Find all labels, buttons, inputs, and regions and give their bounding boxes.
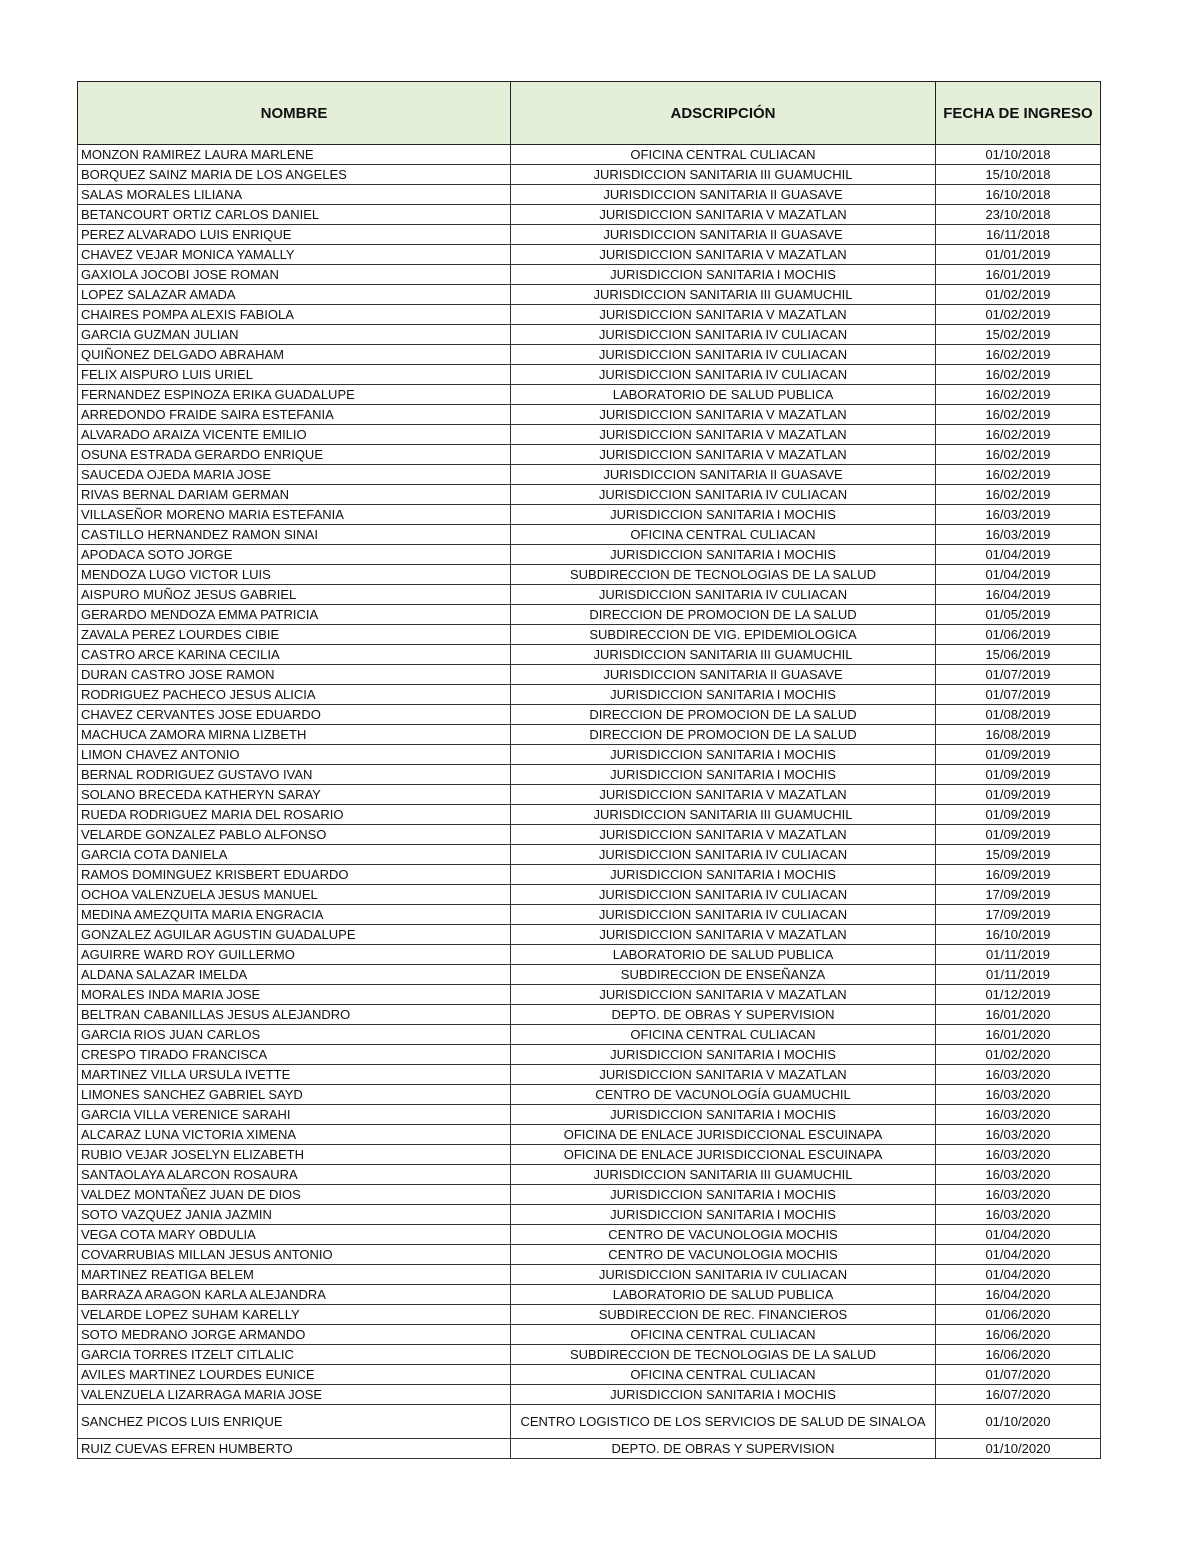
- cell-fecha-ingreso: 01/02/2019: [936, 285, 1101, 305]
- cell-nombre: CHAIRES POMPA ALEXIS FABIOLA: [78, 305, 511, 325]
- table-row: [78, 1245, 1101, 1265]
- table-row: [78, 1165, 1101, 1185]
- cell-fecha-ingreso: 16/02/2019: [936, 385, 1101, 405]
- cell-nombre: RIVAS BERNAL DARIAM GERMAN: [78, 485, 511, 505]
- table-row: [78, 1145, 1101, 1165]
- cell-nombre: GAXIOLA JOCOBI JOSE ROMAN: [78, 265, 511, 285]
- cell-fecha-ingreso: 01/02/2019: [936, 305, 1101, 325]
- cell-nombre: GARCIA VILLA VERENICE SARAHI: [78, 1105, 511, 1125]
- personnel-sheet: [77, 81, 1100, 1459]
- cell-fecha-ingreso: 01/09/2019: [936, 825, 1101, 845]
- cell-fecha-ingreso: 16/01/2020: [936, 1025, 1101, 1045]
- cell-adscripcion: SUBDIRECCION DE VIG. EPIDEMIOLOGICA: [511, 625, 936, 645]
- cell-fecha-ingreso: 01/05/2019: [936, 605, 1101, 625]
- table-row: [78, 945, 1101, 965]
- cell-fecha-ingreso: 01/09/2019: [936, 785, 1101, 805]
- table-row: [78, 205, 1101, 225]
- header-row: [78, 82, 1101, 145]
- table-row: [78, 325, 1101, 345]
- table-row: [78, 725, 1101, 745]
- cell-nombre: MEDINA AMEZQUITA MARIA ENGRACIA: [78, 905, 511, 925]
- cell-nombre: RAMOS DOMINGUEZ KRISBERT EDUARDO: [78, 865, 511, 885]
- cell-nombre: CASTRO ARCE KARINA CECILIA: [78, 645, 511, 665]
- cell-adscripcion: JURISDICCION SANITARIA IV CULIACAN: [511, 585, 936, 605]
- cell-adscripcion: JURISDICCION SANITARIA V MAZATLAN: [511, 785, 936, 805]
- cell-nombre: ALVARADO ARAIZA VICENTE EMILIO: [78, 425, 511, 445]
- header-adscripcion: ADSCRIPCIÓN: [511, 82, 936, 145]
- cell-adscripcion: SUBDIRECCION DE TECNOLOGIAS DE LA SALUD: [511, 1345, 936, 1365]
- cell-nombre: VILLASEÑOR MORENO MARIA ESTEFANIA: [78, 505, 511, 525]
- table-row: [78, 1025, 1101, 1045]
- table-row: [78, 1405, 1101, 1439]
- cell-nombre: BETANCOURT ORTIZ CARLOS DANIEL: [78, 205, 511, 225]
- table-row: [78, 1085, 1101, 1105]
- cell-nombre: SAUCEDA OJEDA MARIA JOSE: [78, 465, 511, 485]
- cell-adscripcion: JURISDICCION SANITARIA V MAZATLAN: [511, 405, 936, 425]
- table-row: [78, 765, 1101, 785]
- cell-fecha-ingreso: 16/07/2020: [936, 1385, 1101, 1405]
- cell-adscripcion: JURISDICCION SANITARIA IV CULIACAN: [511, 1265, 936, 1285]
- cell-nombre: OSUNA ESTRADA GERARDO ENRIQUE: [78, 445, 511, 465]
- table-row: [78, 145, 1101, 165]
- cell-nombre: SOTO VAZQUEZ JANIA JAZMIN: [78, 1205, 511, 1225]
- cell-fecha-ingreso: 16/03/2020: [936, 1065, 1101, 1085]
- cell-adscripcion: JURISDICCION SANITARIA V MAZATLAN: [511, 985, 936, 1005]
- cell-fecha-ingreso: 01/10/2018: [936, 145, 1101, 165]
- table-row: [78, 545, 1101, 565]
- table-row: [78, 645, 1101, 665]
- cell-fecha-ingreso: 16/10/2018: [936, 185, 1101, 205]
- cell-adscripcion: SUBDIRECCION DE TECNOLOGIAS DE LA SALUD: [511, 565, 936, 585]
- cell-fecha-ingreso: 01/12/2019: [936, 985, 1101, 1005]
- cell-fecha-ingreso: 16/08/2019: [936, 725, 1101, 745]
- table-row: [78, 1285, 1101, 1305]
- cell-adscripcion: OFICINA CENTRAL CULIACAN: [511, 145, 936, 165]
- cell-nombre: VELARDE GONZALEZ PABLO ALFONSO: [78, 825, 511, 845]
- cell-adscripcion: JURISDICCION SANITARIA I MOCHIS: [511, 865, 936, 885]
- cell-fecha-ingreso: 01/04/2019: [936, 545, 1101, 565]
- cell-adscripcion: JURISDICCION SANITARIA I MOCHIS: [511, 1185, 936, 1205]
- cell-nombre: FELIX AISPURO LUIS URIEL: [78, 365, 511, 385]
- cell-nombre: RUBIO VEJAR JOSELYN ELIZABETH: [78, 1145, 511, 1165]
- cell-nombre: RODRIGUEZ PACHECO JESUS ALICIA: [78, 685, 511, 705]
- cell-fecha-ingreso: 16/04/2020: [936, 1285, 1101, 1305]
- table-row: [78, 1325, 1101, 1345]
- cell-adscripcion: JURISDICCION SANITARIA III GUAMUCHIL: [511, 645, 936, 665]
- cell-nombre: VALENZUELA LIZARRAGA MARIA JOSE: [78, 1385, 511, 1405]
- cell-fecha-ingreso: 16/02/2019: [936, 485, 1101, 505]
- cell-nombre: VELARDE LOPEZ SUHAM KARELLY: [78, 1305, 511, 1325]
- table-row: [78, 1185, 1101, 1205]
- table-row: [78, 1225, 1101, 1245]
- table-row: [78, 785, 1101, 805]
- cell-fecha-ingreso: 16/10/2019: [936, 925, 1101, 945]
- cell-adscripcion: JURISDICCION SANITARIA V MAZATLAN: [511, 245, 936, 265]
- cell-adscripcion: JURISDICCION SANITARIA V MAZATLAN: [511, 925, 936, 945]
- table-row: [78, 1265, 1101, 1285]
- cell-nombre: LIMON CHAVEZ ANTONIO: [78, 745, 511, 765]
- table-row: [78, 165, 1101, 185]
- cell-fecha-ingreso: 15/06/2019: [936, 645, 1101, 665]
- cell-fecha-ingreso: 17/09/2019: [936, 885, 1101, 905]
- cell-fecha-ingreso: 16/02/2019: [936, 425, 1101, 445]
- cell-nombre: MORALES INDA MARIA JOSE: [78, 985, 511, 1005]
- cell-fecha-ingreso: 16/02/2019: [936, 445, 1101, 465]
- cell-fecha-ingreso: 16/02/2019: [936, 465, 1101, 485]
- cell-adscripcion: JURISDICCION SANITARIA II GUASAVE: [511, 465, 936, 485]
- cell-fecha-ingreso: 16/04/2019: [936, 585, 1101, 605]
- table-row: [78, 705, 1101, 725]
- cell-nombre: GARCIA GUZMAN JULIAN: [78, 325, 511, 345]
- cell-adscripcion: JURISDICCION SANITARIA II GUASAVE: [511, 665, 936, 685]
- cell-adscripcion: JURISDICCION SANITARIA I MOCHIS: [511, 265, 936, 285]
- cell-nombre: CHAVEZ VEJAR MONICA YAMALLY: [78, 245, 511, 265]
- cell-fecha-ingreso: 15/10/2018: [936, 165, 1101, 185]
- table-row: [78, 385, 1101, 405]
- cell-nombre: LOPEZ SALAZAR AMADA: [78, 285, 511, 305]
- cell-nombre: RUIZ CUEVAS EFREN HUMBERTO: [78, 1439, 511, 1459]
- table-row: [78, 805, 1101, 825]
- cell-fecha-ingreso: 16/01/2019: [936, 265, 1101, 285]
- table-row: [78, 1105, 1101, 1125]
- cell-adscripcion: DEPTO. DE OBRAS Y SUPERVISION: [511, 1005, 936, 1025]
- table-row: [78, 905, 1101, 925]
- cell-adscripcion: JURISDICCION SANITARIA V MAZATLAN: [511, 425, 936, 445]
- cell-adscripcion: JURISDICCION SANITARIA I MOCHIS: [511, 1385, 936, 1405]
- cell-adscripcion: LABORATORIO DE SALUD PUBLICA: [511, 945, 936, 965]
- cell-fecha-ingreso: 16/03/2020: [936, 1185, 1101, 1205]
- cell-nombre: ZAVALA PEREZ LOURDES CIBIE: [78, 625, 511, 645]
- cell-adscripcion: JURISDICCION SANITARIA II GUASAVE: [511, 185, 936, 205]
- table-row: [78, 625, 1101, 645]
- cell-adscripcion: OFICINA CENTRAL CULIACAN: [511, 525, 936, 545]
- cell-fecha-ingreso: 16/03/2019: [936, 525, 1101, 545]
- cell-nombre: FERNANDEZ ESPINOZA ERIKA GUADALUPE: [78, 385, 511, 405]
- cell-adscripcion: CENTRO DE VACUNOLOGIA MOCHIS: [511, 1225, 936, 1245]
- cell-nombre: ALCARAZ LUNA VICTORIA XIMENA: [78, 1125, 511, 1145]
- table-row: [78, 1305, 1101, 1325]
- cell-fecha-ingreso: 01/10/2020: [936, 1405, 1101, 1439]
- cell-fecha-ingreso: 16/03/2020: [936, 1145, 1101, 1165]
- cell-fecha-ingreso: 01/11/2019: [936, 945, 1101, 965]
- table-row: [78, 425, 1101, 445]
- table-row: [78, 565, 1101, 585]
- table-row: [78, 465, 1101, 485]
- cell-nombre: AISPURO MUÑOZ JESUS GABRIEL: [78, 585, 511, 605]
- cell-fecha-ingreso: 01/07/2020: [936, 1365, 1101, 1385]
- cell-fecha-ingreso: 01/07/2019: [936, 685, 1101, 705]
- cell-nombre: GARCIA TORRES ITZELT CITLALIC: [78, 1345, 511, 1365]
- cell-adscripcion: JURISDICCION SANITARIA IV CULIACAN: [511, 345, 936, 365]
- table-row: [78, 1385, 1101, 1405]
- cell-adscripcion: JURISDICCION SANITARIA IV CULIACAN: [511, 365, 936, 385]
- cell-adscripcion: JURISDICCION SANITARIA I MOCHIS: [511, 745, 936, 765]
- cell-fecha-ingreso: 01/04/2020: [936, 1245, 1101, 1265]
- cell-adscripcion: OFICINA DE ENLACE JURISDICCIONAL ESCUINAPA: [511, 1145, 936, 1165]
- table-row: [78, 185, 1101, 205]
- cell-nombre: SALAS MORALES LILIANA: [78, 185, 511, 205]
- cell-fecha-ingreso: 16/03/2020: [936, 1105, 1101, 1125]
- cell-fecha-ingreso: 01/11/2019: [936, 965, 1101, 985]
- table-row: [78, 745, 1101, 765]
- cell-adscripcion: JURISDICCION SANITARIA IV CULIACAN: [511, 845, 936, 865]
- cell-adscripcion: JURISDICCION SANITARIA IV CULIACAN: [511, 485, 936, 505]
- header-fecha-ingreso: FECHA DE INGRESO: [936, 82, 1101, 145]
- table-row: [78, 1205, 1101, 1225]
- cell-nombre: VEGA COTA MARY OBDULIA: [78, 1225, 511, 1245]
- cell-adscripcion: DIRECCION DE PROMOCION DE LA SALUD: [511, 725, 936, 745]
- cell-adscripcion: JURISDICCION SANITARIA V MAZATLAN: [511, 305, 936, 325]
- cell-fecha-ingreso: 23/10/2018: [936, 205, 1101, 225]
- cell-fecha-ingreso: 17/09/2019: [936, 905, 1101, 925]
- cell-nombre: BORQUEZ SAINZ MARIA DE LOS ANGELES: [78, 165, 511, 185]
- cell-nombre: OCHOA VALENZUELA JESUS MANUEL: [78, 885, 511, 905]
- cell-fecha-ingreso: 01/02/2020: [936, 1045, 1101, 1065]
- cell-adscripcion: JURISDICCION SANITARIA III GUAMUCHIL: [511, 1165, 936, 1185]
- table-row: [78, 685, 1101, 705]
- table-row: [78, 865, 1101, 885]
- cell-fecha-ingreso: 01/10/2020: [936, 1439, 1101, 1459]
- table-row: [78, 525, 1101, 545]
- table-row: [78, 225, 1101, 245]
- cell-nombre: AGUIRRE WARD ROY GUILLERMO: [78, 945, 511, 965]
- table-row: [78, 845, 1101, 865]
- cell-adscripcion: JURISDICCION SANITARIA III GUAMUCHIL: [511, 805, 936, 825]
- cell-nombre: GARCIA COTA DANIELA: [78, 845, 511, 865]
- cell-nombre: MACHUCA ZAMORA MIRNA LIZBETH: [78, 725, 511, 745]
- table-row: [78, 1045, 1101, 1065]
- cell-nombre: MONZON RAMIREZ LAURA MARLENE: [78, 145, 511, 165]
- cell-adscripcion: JURISDICCION SANITARIA I MOCHIS: [511, 505, 936, 525]
- table-row: [78, 245, 1101, 265]
- cell-adscripcion: JURISDICCION SANITARIA IV CULIACAN: [511, 905, 936, 925]
- cell-adscripcion: DIRECCION DE PROMOCION DE LA SALUD: [511, 705, 936, 725]
- cell-adscripcion: CENTRO DE VACUNOLOGÍA GUAMUCHIL: [511, 1085, 936, 1105]
- cell-nombre: SOLANO BRECEDA KATHERYN SARAY: [78, 785, 511, 805]
- cell-adscripcion: SUBDIRECCION DE ENSEÑANZA: [511, 965, 936, 985]
- table-row: [78, 365, 1101, 385]
- cell-adscripcion: JURISDICCION SANITARIA V MAZATLAN: [511, 1065, 936, 1085]
- cell-nombre: VALDEZ MONTAÑEZ JUAN DE DIOS: [78, 1185, 511, 1205]
- cell-fecha-ingreso: 01/09/2019: [936, 765, 1101, 785]
- cell-adscripcion: JURISDICCION SANITARIA V MAZATLAN: [511, 825, 936, 845]
- cell-nombre: AVILES MARTINEZ LOURDES EUNICE: [78, 1365, 511, 1385]
- cell-fecha-ingreso: 01/06/2020: [936, 1305, 1101, 1325]
- cell-adscripcion: JURISDICCION SANITARIA I MOCHIS: [511, 765, 936, 785]
- cell-nombre: BELTRAN CABANILLAS JESUS ALEJANDRO: [78, 1005, 511, 1025]
- table-row: [78, 1065, 1101, 1085]
- cell-nombre: COVARRUBIAS MILLAN JESUS ANTONIO: [78, 1245, 511, 1265]
- cell-fecha-ingreso: 01/07/2019: [936, 665, 1101, 685]
- cell-adscripcion: SUBDIRECCION DE REC. FINANCIEROS: [511, 1305, 936, 1325]
- cell-adscripcion: DIRECCION DE PROMOCION DE LA SALUD: [511, 605, 936, 625]
- cell-adscripcion: CENTRO DE VACUNOLOGIA MOCHIS: [511, 1245, 936, 1265]
- personnel-table: [77, 81, 1101, 1459]
- cell-nombre: ALDANA SALAZAR IMELDA: [78, 965, 511, 985]
- cell-adscripcion: JURISDICCION SANITARIA IV CULIACAN: [511, 885, 936, 905]
- cell-fecha-ingreso: 16/03/2020: [936, 1125, 1101, 1145]
- cell-fecha-ingreso: 01/06/2019: [936, 625, 1101, 645]
- table-row: [78, 665, 1101, 685]
- table-row: [78, 345, 1101, 365]
- cell-nombre: GERARDO MENDOZA EMMA PATRICIA: [78, 605, 511, 625]
- table-row: [78, 1365, 1101, 1385]
- cell-adscripcion: OFICINA CENTRAL CULIACAN: [511, 1365, 936, 1385]
- cell-fecha-ingreso: 16/03/2020: [936, 1085, 1101, 1105]
- cell-fecha-ingreso: 16/11/2018: [936, 225, 1101, 245]
- table-row: [78, 265, 1101, 285]
- cell-adscripcion: LABORATORIO DE SALUD PUBLICA: [511, 1285, 936, 1305]
- header-nombre: NOMBRE: [78, 82, 511, 145]
- table-row: [78, 305, 1101, 325]
- cell-nombre: LIMONES SANCHEZ GABRIEL SAYD: [78, 1085, 511, 1105]
- table-row: [78, 405, 1101, 425]
- cell-nombre: SANCHEZ PICOS LUIS ENRIQUE: [78, 1405, 511, 1439]
- cell-adscripcion: JURISDICCION SANITARIA III GUAMUCHIL: [511, 165, 936, 185]
- cell-fecha-ingreso: 16/06/2020: [936, 1345, 1101, 1365]
- cell-adscripcion: JURISDICCION SANITARIA I MOCHIS: [511, 1205, 936, 1225]
- cell-fecha-ingreso: 01/04/2019: [936, 565, 1101, 585]
- table-row: [78, 925, 1101, 945]
- cell-nombre: GARCIA RIOS JUAN CARLOS: [78, 1025, 511, 1045]
- table-row: [78, 445, 1101, 465]
- cell-adscripcion: JURISDICCION SANITARIA I MOCHIS: [511, 685, 936, 705]
- cell-nombre: MARTINEZ REATIGA BELEM: [78, 1265, 511, 1285]
- table-row: [78, 1345, 1101, 1365]
- cell-fecha-ingreso: 15/09/2019: [936, 845, 1101, 865]
- cell-nombre: BARRAZA ARAGON KARLA ALEJANDRA: [78, 1285, 511, 1305]
- cell-adscripcion: JURISDICCION SANITARIA II GUASAVE: [511, 225, 936, 245]
- cell-fecha-ingreso: 16/06/2020: [936, 1325, 1101, 1345]
- cell-fecha-ingreso: 16/01/2020: [936, 1005, 1101, 1025]
- cell-fecha-ingreso: 16/03/2020: [936, 1165, 1101, 1185]
- table-row: [78, 985, 1101, 1005]
- cell-nombre: CASTILLO HERNANDEZ RAMON SINAI: [78, 525, 511, 545]
- cell-adscripcion: JURISDICCION SANITARIA I MOCHIS: [511, 1045, 936, 1065]
- cell-fecha-ingreso: 01/04/2020: [936, 1225, 1101, 1245]
- table-row: [78, 825, 1101, 845]
- table-row: [78, 285, 1101, 305]
- table-row: [78, 605, 1101, 625]
- cell-nombre: GONZALEZ AGUILAR AGUSTIN GUADALUPE: [78, 925, 511, 945]
- table-row: [78, 965, 1101, 985]
- cell-nombre: CHAVEZ CERVANTES JOSE EDUARDO: [78, 705, 511, 725]
- cell-nombre: PEREZ ALVARADO LUIS ENRIQUE: [78, 225, 511, 245]
- cell-fecha-ingreso: 01/04/2020: [936, 1265, 1101, 1285]
- cell-nombre: MENDOZA LUGO VICTOR LUIS: [78, 565, 511, 585]
- cell-fecha-ingreso: 16/02/2019: [936, 365, 1101, 385]
- cell-nombre: MARTINEZ VILLA URSULA IVETTE: [78, 1065, 511, 1085]
- cell-adscripcion: OFICINA CENTRAL CULIACAN: [511, 1025, 936, 1045]
- cell-adscripcion: CENTRO LOGISTICO DE LOS SERVICIOS DE SALUD DE SINALOA: [511, 1405, 936, 1439]
- cell-nombre: CRESPO TIRADO FRANCISCA: [78, 1045, 511, 1065]
- cell-adscripcion: JURISDICCION SANITARIA I MOCHIS: [511, 1105, 936, 1125]
- cell-fecha-ingreso: 15/02/2019: [936, 325, 1101, 345]
- cell-fecha-ingreso: 16/02/2019: [936, 345, 1101, 365]
- cell-fecha-ingreso: 01/09/2019: [936, 745, 1101, 765]
- cell-adscripcion: JURISDICCION SANITARIA I MOCHIS: [511, 545, 936, 565]
- cell-fecha-ingreso: 16/02/2019: [936, 405, 1101, 425]
- cell-adscripcion: OFICINA DE ENLACE JURISDICCIONAL ESCUINAPA: [511, 1125, 936, 1145]
- table-row: [78, 505, 1101, 525]
- table-row: [78, 1439, 1101, 1459]
- table-row: [78, 485, 1101, 505]
- cell-fecha-ingreso: 01/08/2019: [936, 705, 1101, 725]
- cell-fecha-ingreso: 16/03/2019: [936, 505, 1101, 525]
- cell-fecha-ingreso: 01/01/2019: [936, 245, 1101, 265]
- cell-adscripcion: DEPTO. DE OBRAS Y SUPERVISION: [511, 1439, 936, 1459]
- cell-nombre: ARREDONDO FRAIDE SAIRA ESTEFANIA: [78, 405, 511, 425]
- cell-nombre: SANTAOLAYA ALARCON ROSAURA: [78, 1165, 511, 1185]
- cell-adscripcion: JURISDICCION SANITARIA IV CULIACAN: [511, 325, 936, 345]
- cell-nombre: RUEDA RODRIGUEZ MARIA DEL ROSARIO: [78, 805, 511, 825]
- cell-adscripcion: LABORATORIO DE SALUD PUBLICA: [511, 385, 936, 405]
- cell-adscripcion: JURISDICCION SANITARIA V MAZATLAN: [511, 205, 936, 225]
- cell-adscripcion: JURISDICCION SANITARIA III GUAMUCHIL: [511, 285, 936, 305]
- cell-fecha-ingreso: 16/09/2019: [936, 865, 1101, 885]
- table-row: [78, 585, 1101, 605]
- cell-nombre: QUIÑONEZ DELGADO ABRAHAM: [78, 345, 511, 365]
- table-row: [78, 885, 1101, 905]
- cell-fecha-ingreso: 16/03/2020: [936, 1205, 1101, 1225]
- cell-nombre: SOTO MEDRANO JORGE ARMANDO: [78, 1325, 511, 1345]
- cell-adscripcion: OFICINA CENTRAL CULIACAN: [511, 1325, 936, 1345]
- table-row: [78, 1125, 1101, 1145]
- table-row: [78, 1005, 1101, 1025]
- table-body: [78, 145, 1101, 1459]
- cell-adscripcion: JURISDICCION SANITARIA V MAZATLAN: [511, 445, 936, 465]
- cell-nombre: APODACA SOTO JORGE: [78, 545, 511, 565]
- cell-fecha-ingreso: 01/09/2019: [936, 805, 1101, 825]
- cell-nombre: BERNAL RODRIGUEZ GUSTAVO IVAN: [78, 765, 511, 785]
- cell-nombre: DURAN CASTRO JOSE RAMON: [78, 665, 511, 685]
